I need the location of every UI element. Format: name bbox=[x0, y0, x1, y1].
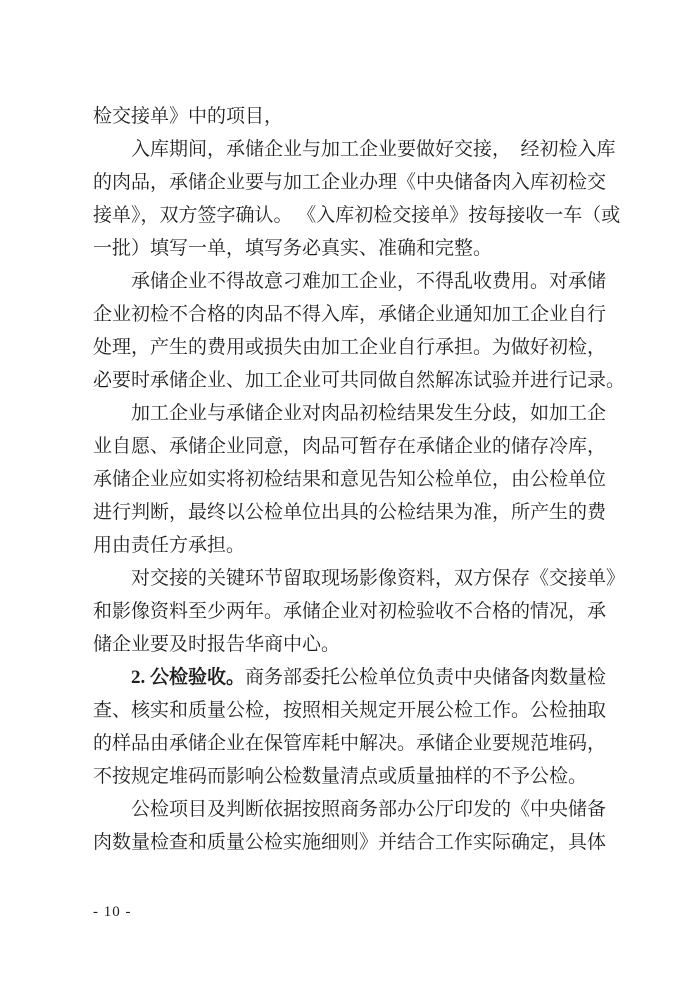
body-text: 对交接的关键环节留取现场影像资料，双方保存《交接单》 bbox=[131, 568, 626, 589]
page-number: - 10 - bbox=[93, 904, 132, 920]
text-line bbox=[93, 760, 633, 793]
body-text: 的样品由承储企业在保管库耗中解决。承储企业要规范堆码， bbox=[93, 733, 607, 754]
text-line bbox=[93, 364, 633, 397]
body-text: 商务部委托公检单位负责中央储备肉数量检 bbox=[245, 667, 607, 688]
text-line bbox=[93, 397, 633, 430]
body-text: 一批）填写一单，填写务必真实、准确和完整。 bbox=[93, 238, 493, 259]
body-text: 必要时承储企业、加工企业可共同做自然解冻试验并进行记录。 bbox=[93, 370, 626, 391]
text-line bbox=[93, 562, 633, 595]
text-line bbox=[93, 727, 633, 760]
text-line bbox=[93, 133, 633, 166]
text-line bbox=[93, 496, 633, 529]
body-text: 检交接单》中的项目， bbox=[93, 106, 284, 127]
body-text: 接单》，双方签字确认。 《入库初检交接单》按每接收一车（或 bbox=[93, 205, 621, 226]
text-line bbox=[93, 595, 633, 628]
text-line bbox=[93, 463, 633, 496]
body-text: 不按规定堆码而影响公检数量清点或质量抽样的不予公检。 bbox=[93, 766, 588, 787]
body-text: 用由责任方承担。 bbox=[93, 535, 246, 556]
text-line bbox=[93, 793, 633, 826]
text-line bbox=[93, 232, 633, 265]
body-text: 承储企业不得故意刁难加工企业，不得乱收费用。对承储 bbox=[131, 271, 607, 292]
text-line bbox=[93, 199, 633, 232]
text-line bbox=[93, 166, 633, 199]
body-text: 肉数量检查和质量公检实施细则》并结合工作实际确定，具体 bbox=[93, 832, 607, 853]
body-text: 加工企业与承储企业对肉品初检结果发生分歧，如加工企 bbox=[131, 403, 607, 424]
text-line bbox=[93, 661, 633, 694]
body-text: 公检项目及判断依据按照商务部办公厅印发的《中央储备 bbox=[131, 799, 607, 820]
text-line bbox=[93, 430, 633, 463]
text-line bbox=[93, 826, 633, 859]
text-line bbox=[93, 529, 633, 562]
text-line bbox=[93, 298, 633, 331]
text-line bbox=[93, 331, 633, 364]
body-text: 和影像资料至少两年。承储企业对初检验收不合格的情况，承 bbox=[93, 601, 607, 622]
text-line bbox=[93, 628, 633, 661]
body-text: 储企业要及时报告华商中心。 bbox=[93, 634, 341, 655]
body-text: 的肉品，承储企业要与加工企业办理《中央储备肉入库初检交 bbox=[93, 172, 607, 193]
body-text: 企业初检不合格的肉品不得入库，承储企业通知加工企业自行 bbox=[93, 304, 607, 325]
text-line bbox=[93, 100, 633, 133]
document-body bbox=[93, 100, 633, 859]
body-text: 进行判断，最终以公检单位出具的公检结果为准，所产生的费 bbox=[93, 502, 607, 523]
text-line bbox=[93, 265, 633, 298]
body-text: 承储企业应如实将初检结果和意见告知公检单位，由公检单位 bbox=[93, 469, 607, 490]
text-line bbox=[93, 694, 633, 727]
bold-heading-text: 2. 公检验收。 bbox=[131, 667, 246, 688]
body-text: 查、核实和质量公检，按照相关规定开展公检工作。公检抽取 bbox=[93, 700, 607, 721]
body-text: 处理，产生的费用或损失由加工企业自行承担。为做好初检， bbox=[93, 337, 607, 358]
body-text: 业自愿、承储企业同意，肉品可暂存在承储企业的储存冷库， bbox=[93, 436, 607, 457]
body-text: 入库期间，承储企业与加工企业要做好交接， 经初检入库 bbox=[131, 139, 616, 160]
